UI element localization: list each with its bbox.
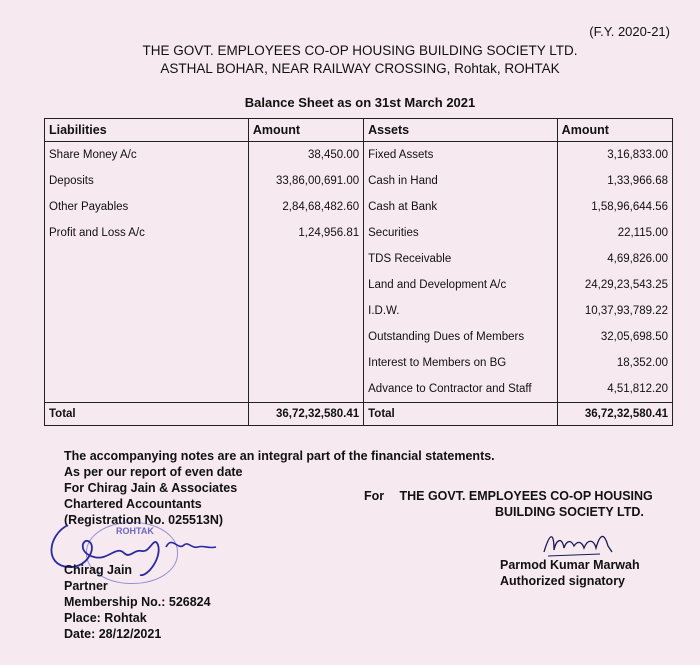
auditor-firm: For Chirag Jain & Associates [64,481,238,495]
asset-amount: 24,29,23,543.25 [557,272,672,298]
asset-label: Fixed Assets [364,142,558,169]
table-row [45,220,673,246]
asset-amount: 3,16,833.00 [557,142,672,169]
liability-label: Profit and Loss A/c [45,220,249,246]
table-row [45,324,673,350]
liability-amount: 33,86,00,691.00 [248,168,363,194]
authorized-signatory [500,557,640,589]
notes-line: The accompanying notes are an integral part of the financial statements. [64,449,495,463]
stamp-text: ROHTAK [116,526,154,536]
header-assets: Assets [364,119,558,142]
asset-amount: 22,115.00 [557,220,672,246]
date: Date: 28/12/2021 [64,627,162,641]
balance-sheet-table [44,118,673,426]
liability-label: Share Money A/c [45,142,249,169]
for-society-block [364,488,653,520]
asset-amount: 1,33,966.68 [557,168,672,194]
liability-amount: 38,450.00 [248,142,363,169]
total-label-assets: Total [364,403,558,426]
liability-amount: 1,24,956.81 [248,220,363,246]
society-name-line1: THE GOVT. EMPLOYEES CO-OP HOUSING [399,489,653,503]
table-row [45,376,673,403]
table-row [45,142,673,169]
partner-block [64,562,211,642]
asset-label: Securities [364,220,558,246]
table-row [45,272,673,298]
liability-label: Deposits [45,168,249,194]
total-label-liabilities: Total [45,403,249,426]
asset-label: I.D.W. [364,298,558,324]
asset-amount: 10,37,93,789.22 [557,298,672,324]
signatory-signature [540,528,620,560]
asset-amount: 4,69,826.00 [557,246,672,272]
for-label: For [364,489,385,503]
asset-label: Interest to Members on BG [364,350,558,376]
liability-amount: 2,84,68,482.60 [248,194,363,220]
place: Place: Rohtak [64,611,147,625]
liability-label: Other Payables [45,194,249,220]
asset-label: Outstanding Dues of Members [364,324,558,350]
registration-number: (Registration No. 025513N) [64,513,224,527]
document-title: Balance Sheet as on 31st March 2021 [244,95,476,110]
organization-header [0,42,700,78]
table-row [45,350,673,376]
partner-role: Partner [64,579,108,593]
asset-amount: 18,352.00 [557,350,672,376]
asset-amount: 32,05,698.50 [557,324,672,350]
asset-label: Cash at Bank [364,194,558,220]
total-amount-liabilities: 36,72,32,580.41 [248,403,363,426]
org-address: ASTHAL BOHAR, NEAR RAILWAY CROSSING, Rohtak, ROHTAK [160,61,560,76]
asset-label: Advance to Contractor and Staff [364,376,558,403]
membership-number: Membership No.: 526824 [64,595,211,609]
asset-label: TDS Receivable [364,246,558,272]
total-amount-assets: 36,72,32,580.41 [557,403,672,426]
total-row [45,403,673,426]
table-header-row [45,119,673,142]
asset-amount: 4,51,812.20 [557,376,672,403]
signatory-role: Authorized signatory [500,574,626,588]
table-row [45,194,673,220]
header-amount: Amount [557,119,672,142]
signatory-name: Parmod Kumar Marwah [500,558,640,572]
asset-label: Land and Development A/c [364,272,558,298]
header-liabilities: Liabilities [45,119,249,142]
header-amount: Amount [248,119,363,142]
asset-amount: 1,58,96,644.56 [557,194,672,220]
table-row [45,246,673,272]
auditor-type: Chartered Accountants [64,497,202,511]
financial-year: (F.Y. 2020-21) [589,24,670,39]
partner-name: Chirag Jain [64,563,133,577]
notes-line: As per our report of even date [64,465,243,479]
org-name: THE GOVT. EMPLOYEES CO-OP HOUSING BUILDING SOCIETY LTD. [142,43,578,58]
society-name-line2: BUILDING SOCIETY LTD. [495,505,644,519]
table-row [45,298,673,324]
asset-label: Cash in Hand [364,168,558,194]
table-row [45,168,673,194]
